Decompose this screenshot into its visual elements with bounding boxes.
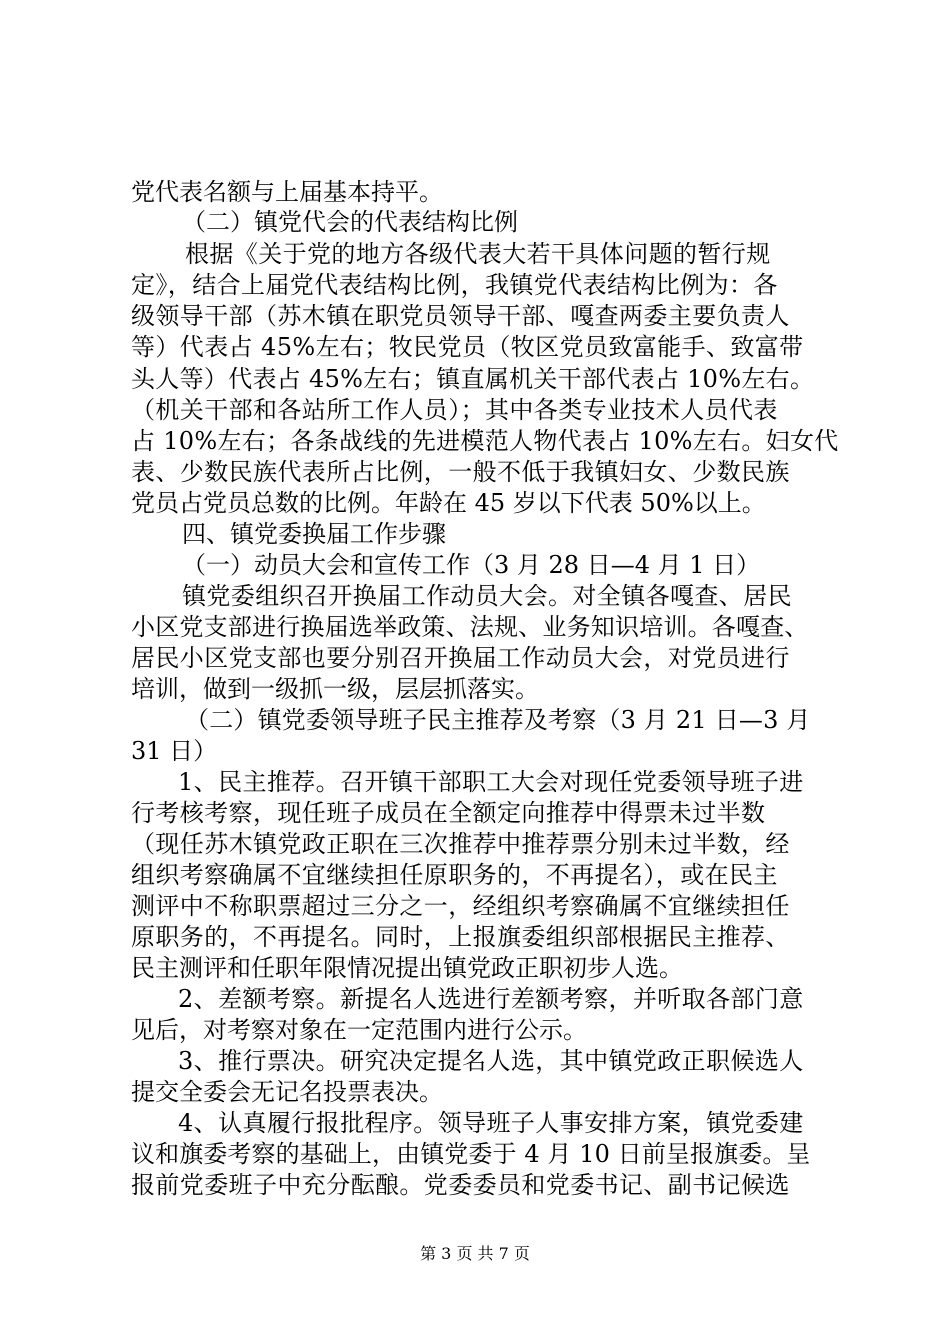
paragraph-line: 组织考察确属不宜继续担任原职务的，不再提名），或在民主 [131, 861, 778, 889]
section-heading: （二）镇党委领导班子民主推荐及考察（3 月 21 日—3 月 [185, 706, 811, 734]
paragraph-line: 党员占党员总数的比例。年龄在 45 岁以下代表 50%以上。 [131, 489, 766, 517]
paragraph-line: 党代表名额与上届基本持平。 [131, 178, 443, 206]
paragraph-line: 议和旗委考察的基础上，由镇党委于 4 月 10 日前呈报旗委。呈 [131, 1140, 811, 1168]
paragraph-line: 1、民主推荐。召开镇干部职工大会对现任党委领导班子进 [178, 768, 804, 796]
paragraph-line: 31 日） [131, 737, 218, 765]
paragraph-line: 根据《关于党的地方各级代表大若干具体问题的暂行规 [185, 240, 771, 268]
paragraph-line: 表、少数民族代表所占比例，一般不低于我镇妇女、少数民族 [131, 458, 790, 486]
paragraph-line: 级领导干部（苏木镇在职党员领导干部、嘎查两委主要负责人 [131, 302, 790, 330]
paragraph-line: （现任苏木镇党政正职在三次推荐中推荐票分别未过半数，经 [131, 830, 790, 858]
paragraph-line: （机关干部和各站所工作人员）；其中各类专业技术人员代表 [131, 396, 778, 424]
paragraph-line: 4、认真履行报批程序。领导班子人事安排方案，镇党委建 [178, 1109, 804, 1137]
paragraph-line: 居民小区党支部也要分别召开换届工作动员大会，对党员进行 [131, 644, 790, 672]
paragraph-line: 培训，做到一级抓一级，层层抓落实。 [131, 675, 539, 703]
paragraph-line: 定》，结合上届党代表结构比例，我镇党代表结构比例为：各 [131, 271, 778, 299]
paragraph-line: 占 10%左右；各条战线的先进模范人物代表占 10%左右。妇女代 [131, 427, 839, 455]
paragraph-line: 小区党支部进行换届选举政策、法规、业务知识培训。各嘎查、 [131, 613, 809, 641]
paragraph-line: 行考核考察，现任班子成员在全额定向推荐中得票未过半数 [131, 799, 766, 827]
section-heading: 四、镇党委换届工作步骤 [182, 520, 446, 548]
page-number-footer: 第 3 页 共 7 页 [420, 1244, 530, 1263]
paragraph-line: 报前党委班子中充分酝酿。党委委员和党委书记、副书记候选 [131, 1171, 790, 1199]
paragraph-line: 3、推行票决。研究决定提名人选，其中镇党政正职候选人 [178, 1047, 804, 1075]
section-heading: （二）镇党代会的代表结构比例 [182, 208, 518, 236]
paragraph-line: 提交全委会无记名投票表决。 [131, 1078, 443, 1106]
paragraph-line: 镇党委组织召开换届工作动员大会。对全镇各嘎查、居民 [182, 582, 792, 610]
paragraph-line: 等）代表占 45%左右；牧民党员（牧区党员致富能手、致富带 [131, 333, 804, 361]
paragraph-line: 见后，对考察对象在一定范围内进行公示。 [131, 1016, 587, 1044]
paragraph-line: 2、差额考察。新提名人选进行差额考察，并听取各部门意 [178, 985, 804, 1013]
paragraph-line: 原职务的，不再提名。同时，上报旗委组织部根据民主推荐、 [131, 923, 790, 951]
paragraph-line: 民主测评和任职年限情况提出镇党政正职初步人选。 [131, 954, 683, 982]
paragraph-line: 头人等）代表占 45%左右；镇直属机关干部代表占 10%左右。 [131, 365, 815, 393]
section-heading: （一）动员大会和宣传工作（3 月 28 日—4 月 1 日） [182, 551, 761, 579]
paragraph-line: 测评中不称职票超过三分之一，经组织考察确属不宜继续担任 [131, 892, 790, 920]
